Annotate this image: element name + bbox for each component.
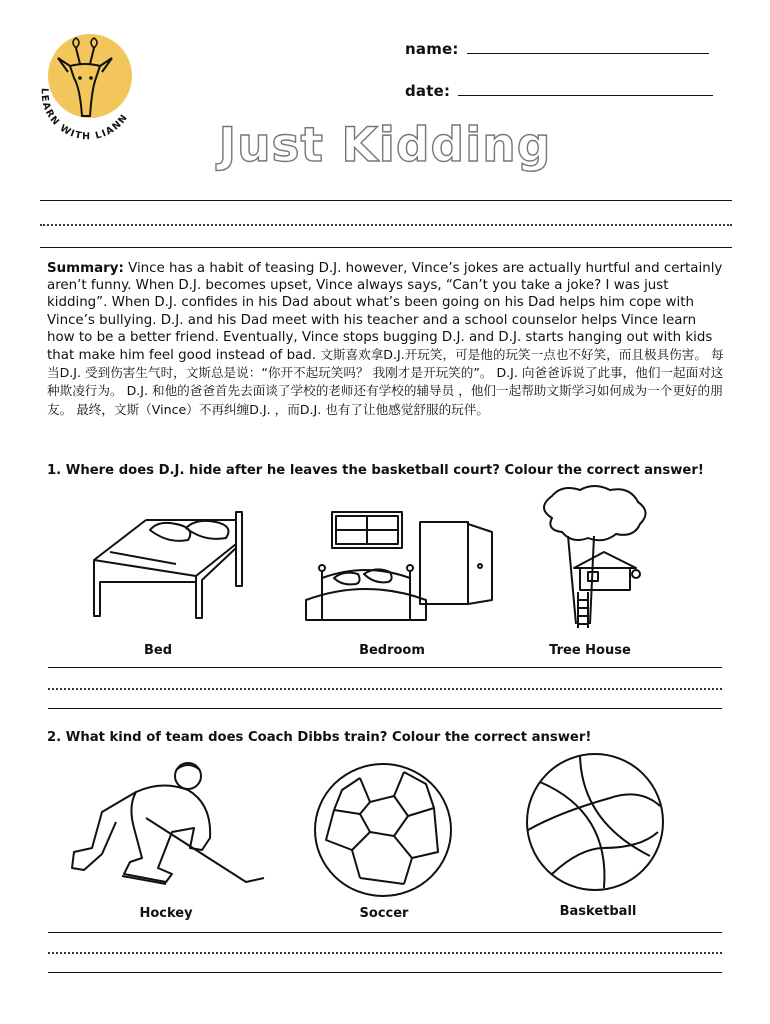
tree-house-option[interactable]: [532, 488, 662, 637]
name-label: name:: [405, 40, 459, 58]
hockey-player-icon: [62, 758, 272, 898]
summary: [47, 260, 727, 419]
soccer-ball-icon: [308, 760, 458, 900]
writing-line: [40, 247, 732, 248]
question-2: 2. What kind of team does Coach Dibbs train? Colour the correct answer!: [47, 730, 592, 745]
writing-dotted-line: [40, 224, 732, 226]
option-tree-house-label: Tree House: [549, 643, 631, 658]
summary-label: Summary:: [47, 261, 124, 276]
answer-line: [48, 708, 722, 709]
bedroom-icon: [300, 508, 500, 628]
tree-house-icon: [532, 488, 662, 633]
date-label: date:: [405, 82, 451, 100]
basketball-icon: [520, 752, 670, 892]
option-hockey-label: Hockey: [139, 906, 193, 921]
summary-text-zh: 文斯喜欢拿D.J.开玩笑，可是他的玩笑一点也不好笑，而且极具伤害。 每 当D.J. 受到伤害生气时，文斯总是说：“你开不起玩笑吗？ 我刚才是开玩笑的”。 D.J. 向爸爸诉说了此事，他们一起面对这种欺凌行为。 D.J. 和他的爸爸首先去面谈了学校的老师还有学校的辅导员 ，他们一起帮助文斯学习如何成为一个更好的朋友。 最终，文斯（Vince）不再纠缠D.J. ，而D.J. 也有了让他感觉舒服的玩伴。: [47, 347, 724, 417]
bed-icon: [86, 508, 251, 628]
basketball-option[interactable]: [520, 752, 670, 896]
summary-text-en: Vince has a habit of teasing D.J. however, Vince’s jokes are actually hurtful and certainly aren’t funny. When D.J. becomes upset, Vince always says, “Can’t you take a joke? I was just kidding”. When D.J. confides in his Dad about what’s been going on his Dad helps him cope with Vince’s bullying. D.J. and his Dad meet with his teacher and a school counselor helps Vince learn how to be a better friend. Eventually, Vince stops bugging D.J. and D.J. starts hanging out with kids that make him feel good instead of bad.: [47, 261, 723, 364]
option-soccer-label: Soccer: [359, 906, 409, 921]
answer-dotted-line: [48, 688, 722, 690]
soccer-option[interactable]: [308, 760, 458, 904]
date-line[interactable]: [458, 95, 713, 96]
question-1: 1. Where does D.J. hide after he leaves the basketball court? Colour the correct answer!: [47, 463, 704, 478]
page-title: Just Kidding: [218, 118, 552, 173]
bed-option[interactable]: [86, 508, 251, 632]
answer-dotted-line: [48, 952, 722, 954]
hockey-option[interactable]: [62, 758, 272, 902]
date-field[interactable]: [405, 82, 713, 100]
writing-line: [40, 200, 732, 201]
answer-line: [48, 932, 722, 933]
option-bedroom-label: Bedroom: [359, 643, 425, 658]
name-field[interactable]: [405, 40, 709, 58]
option-basketball-label: Basketball: [559, 904, 637, 919]
logo-text: LEARN WITH LIANN: [38, 87, 131, 143]
bedroom-option[interactable]: [300, 508, 500, 632]
name-line[interactable]: [467, 53, 709, 54]
answer-line: [48, 667, 722, 668]
option-bed-label: Bed: [143, 643, 173, 658]
answer-line: [48, 972, 722, 973]
